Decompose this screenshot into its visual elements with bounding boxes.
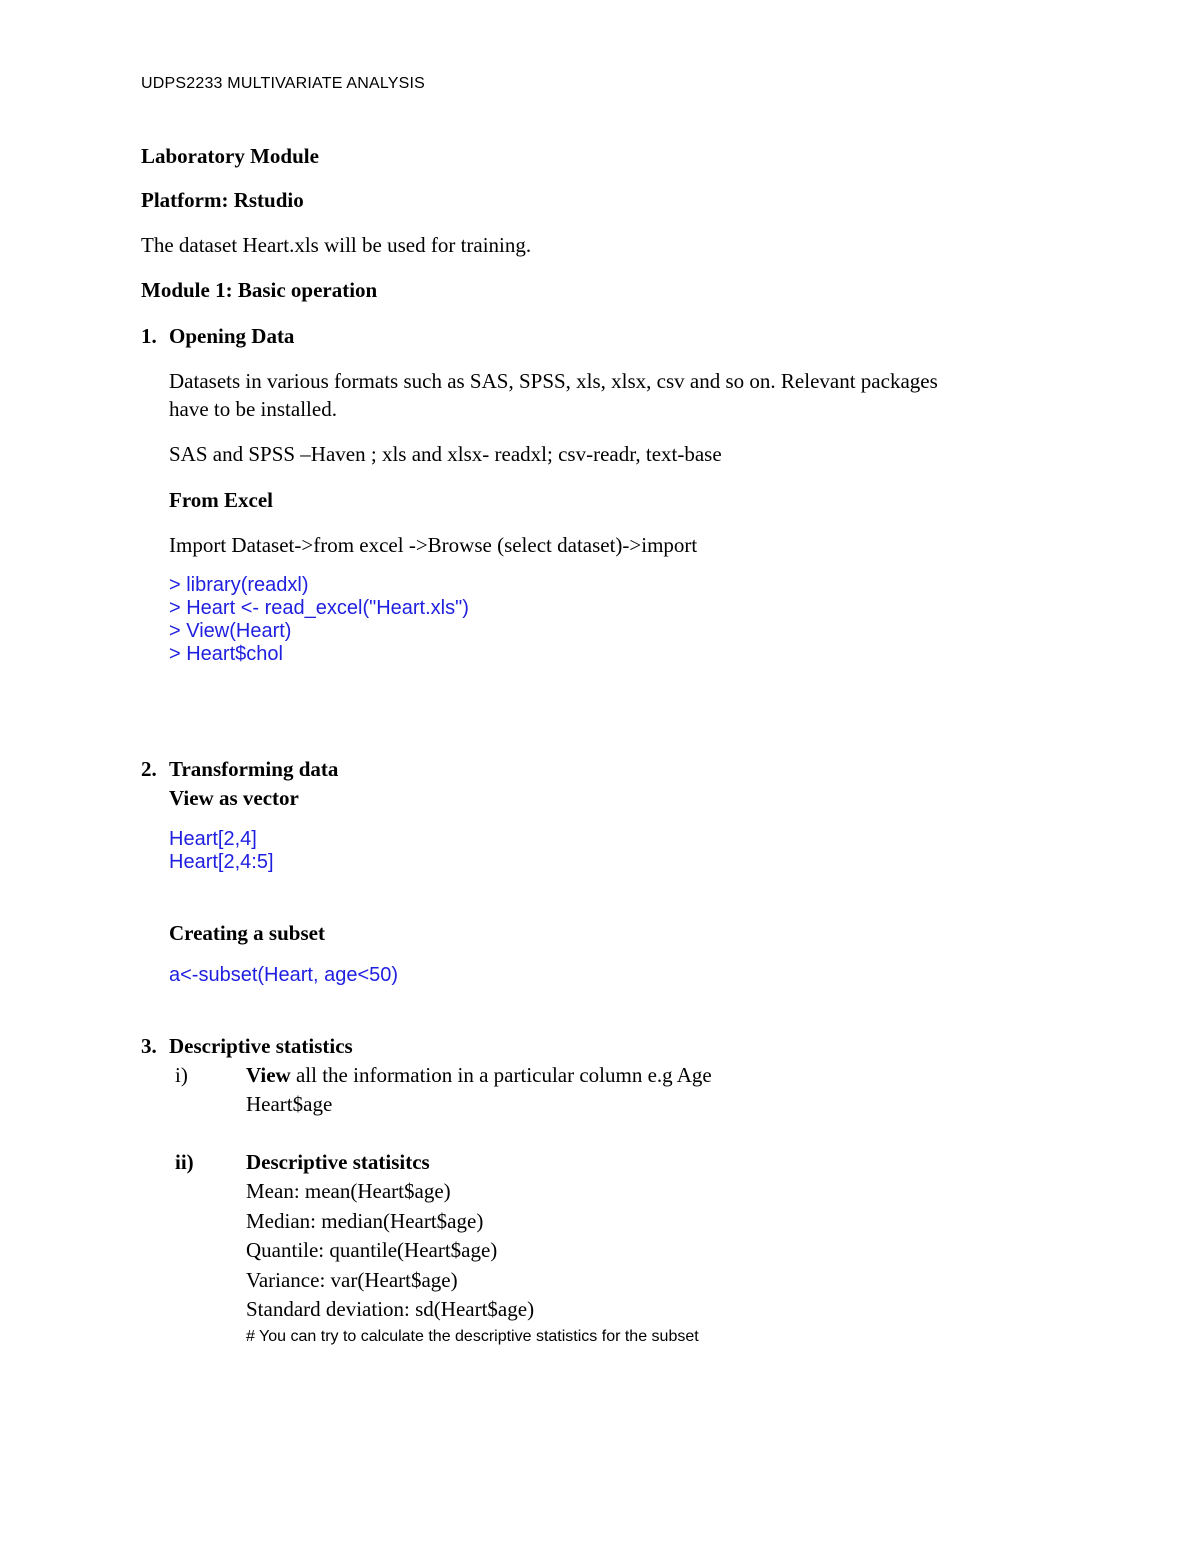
code-line: > Heart <- read_excel("Heart.xls") bbox=[169, 597, 469, 619]
stat-line-sd: Standard deviation: sd(Heart$age) bbox=[246, 1297, 535, 1321]
descriptive-statistics-list bbox=[246, 1179, 534, 1327]
packages-line: SAS and SPSS –Haven ; xls and xlsx- readxl; csv-readr, text-base bbox=[169, 442, 722, 466]
section1-number: 1. bbox=[141, 324, 157, 348]
stat-line-variance: Variance: var(Heart$age) bbox=[246, 1267, 458, 1292]
code-block-opening-data bbox=[169, 574, 469, 666]
code-line: > Heart$chol bbox=[169, 643, 283, 665]
view-column-example: Heart$age bbox=[246, 1092, 333, 1116]
view-column-text: all the information in a particular column e.g Age bbox=[290, 1063, 712, 1087]
code-line: > library(readxl) bbox=[169, 574, 309, 596]
stat-line-quantile: Quantile: quantile(Heart$age) bbox=[246, 1238, 498, 1262]
subset-note: # You can try to calculate the descriptive statistics for the subset bbox=[246, 1328, 699, 1345]
view-bold-word: View bbox=[246, 1063, 291, 1087]
page-header: UDPS2233 MULTIVARIATE ANALYSIS bbox=[141, 75, 426, 92]
view-column-line bbox=[246, 1063, 712, 1088]
section2-heading: Transforming data bbox=[169, 757, 339, 781]
section1-paragraph-line1: Datasets in various formats such as SAS, SPSS, xls, xlsx, csv and so on. Relevant packages bbox=[169, 369, 938, 393]
dataset-line: The dataset Heart.xls will be used for training. bbox=[141, 233, 532, 257]
descriptive-statistics-heading: Descriptive statisitcs bbox=[246, 1150, 430, 1174]
stat-line-mean: Mean: mean(Heart$age) bbox=[246, 1179, 451, 1203]
section2-number: 2. bbox=[141, 757, 157, 781]
list-marker-i: i) bbox=[175, 1063, 188, 1087]
stat-line-median: Median: median(Heart$age) bbox=[246, 1208, 484, 1233]
creating-subset-heading: Creating a subset bbox=[169, 921, 325, 945]
document-title: Laboratory Module bbox=[141, 144, 319, 168]
list-marker-ii: ii) bbox=[175, 1150, 194, 1174]
code-block-vector bbox=[169, 828, 274, 874]
platform-line: Platform: Rstudio bbox=[141, 188, 304, 212]
section1-heading: Opening Data bbox=[169, 324, 295, 348]
from-excel-heading: From Excel bbox=[169, 488, 273, 512]
module-heading: Module 1: Basic operation bbox=[141, 278, 378, 302]
code-line: Heart[2,4] bbox=[169, 828, 257, 850]
code-line: > View(Heart) bbox=[169, 620, 292, 642]
section1-paragraph-line2: have to be installed. bbox=[169, 397, 337, 421]
import-path-line: Import Dataset->from excel ->Browse (select dataset)->import bbox=[169, 533, 698, 557]
code-line: Heart[2,4:5] bbox=[169, 851, 274, 873]
section3-number: 3. bbox=[141, 1034, 157, 1058]
section3-heading: Descriptive statistics bbox=[169, 1034, 353, 1058]
view-as-vector-heading: View as vector bbox=[169, 786, 299, 810]
subset-code-line: a<-subset(Heart, age<50) bbox=[169, 964, 399, 986]
